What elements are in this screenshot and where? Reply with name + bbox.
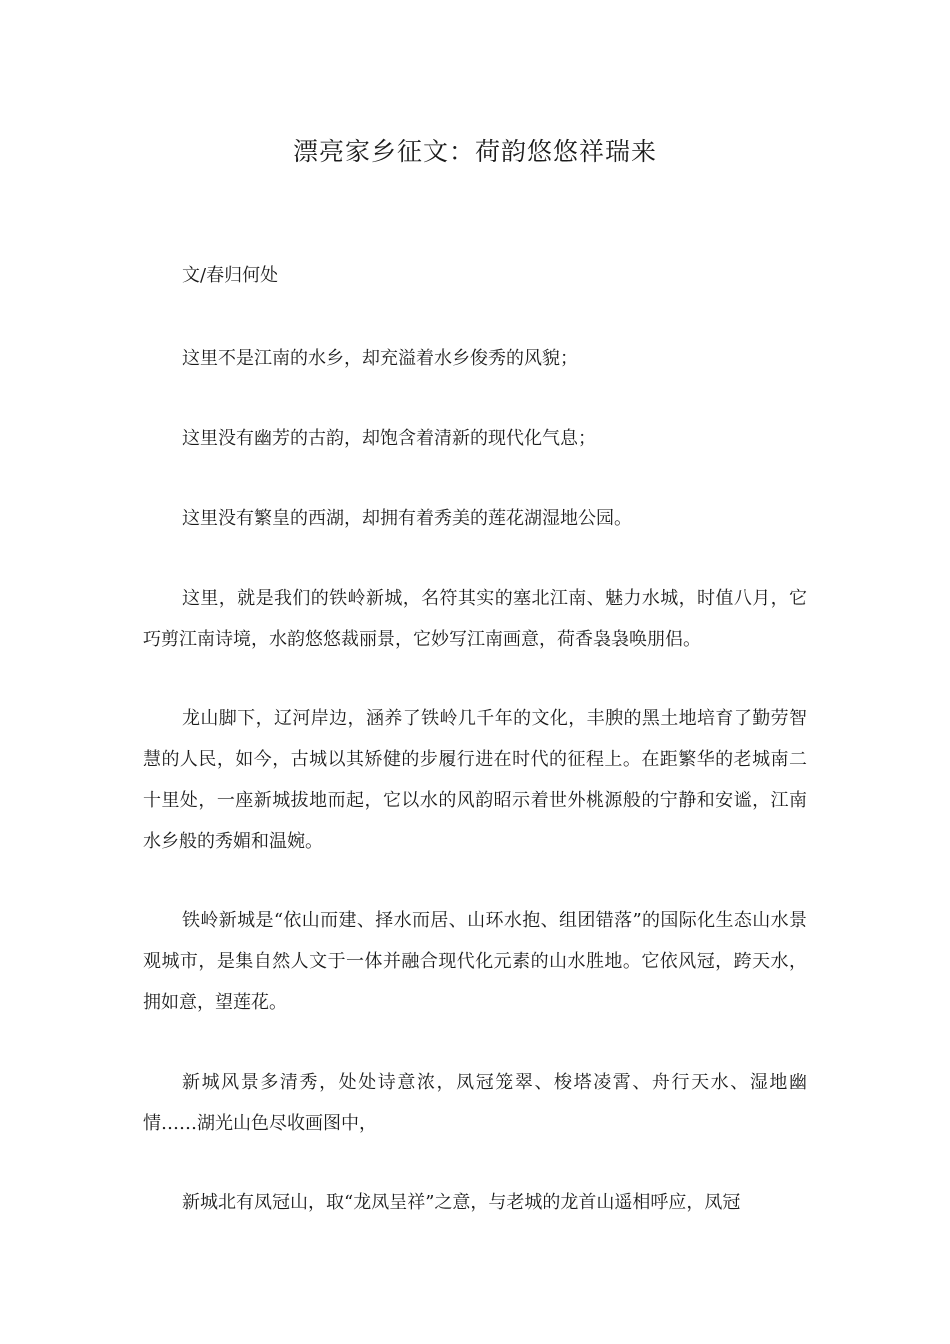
document-title: 漂亮家乡征文：荷韵悠悠祥瑞来 (292, 137, 657, 166)
author-byline: 文/春归何处 (182, 265, 279, 286)
paragraph: 这里，就是我们的铁岭新城，名符其实的塞北江南、魅力水城，时值八月，它巧剪江南诗境，水韵悠悠裁丽景，它妙写江南画意，荷香袅袅唤朋侣。 (143, 588, 807, 650)
paragraph: 龙山脚下，辽河岸边，涵养了铁岭几千年的文化，丰腴的黑土地培育了勤劳智慧的人民，如今，古城以其矫健的步履行进在时代的征程上。在距繁华的老城南二十里处，一座新城拔地而起，它以水的风韵昭示着世外桃源般的宁静和安谧，江南水乡般的秀媚和温婉。 (143, 708, 807, 852)
paragraph: 这里不是江南的水乡，却充溢着水乡俊秀的风貌； (182, 348, 578, 369)
paragraph: 这里没有幽芳的古韵，却饱含着清新的现代化气息； (182, 428, 596, 449)
paragraph: 新城北有凤冠山，取“龙凤呈祥”之意，与老城的龙首山遥相呼应，凤冠 (182, 1192, 741, 1213)
paragraph: 铁岭新城是“依山而建、择水而居、山环水抱、组团错落”的国际化生态山水景观城市，是集自然人文于一体并融合现代化元素的山水胜地。它依风冠，跨天水，拥如意，望莲花。 (143, 910, 807, 1013)
paragraph: 这里没有繁皇的西湖，却拥有着秀美的莲花湖湿地公园。 (182, 508, 632, 529)
paragraph: 新城风景多清秀，处处诗意浓，凤冠笼翠、梭塔凌霄、舟行天水、湿地幽情……湖光山色尽收画图中， (143, 1072, 807, 1134)
